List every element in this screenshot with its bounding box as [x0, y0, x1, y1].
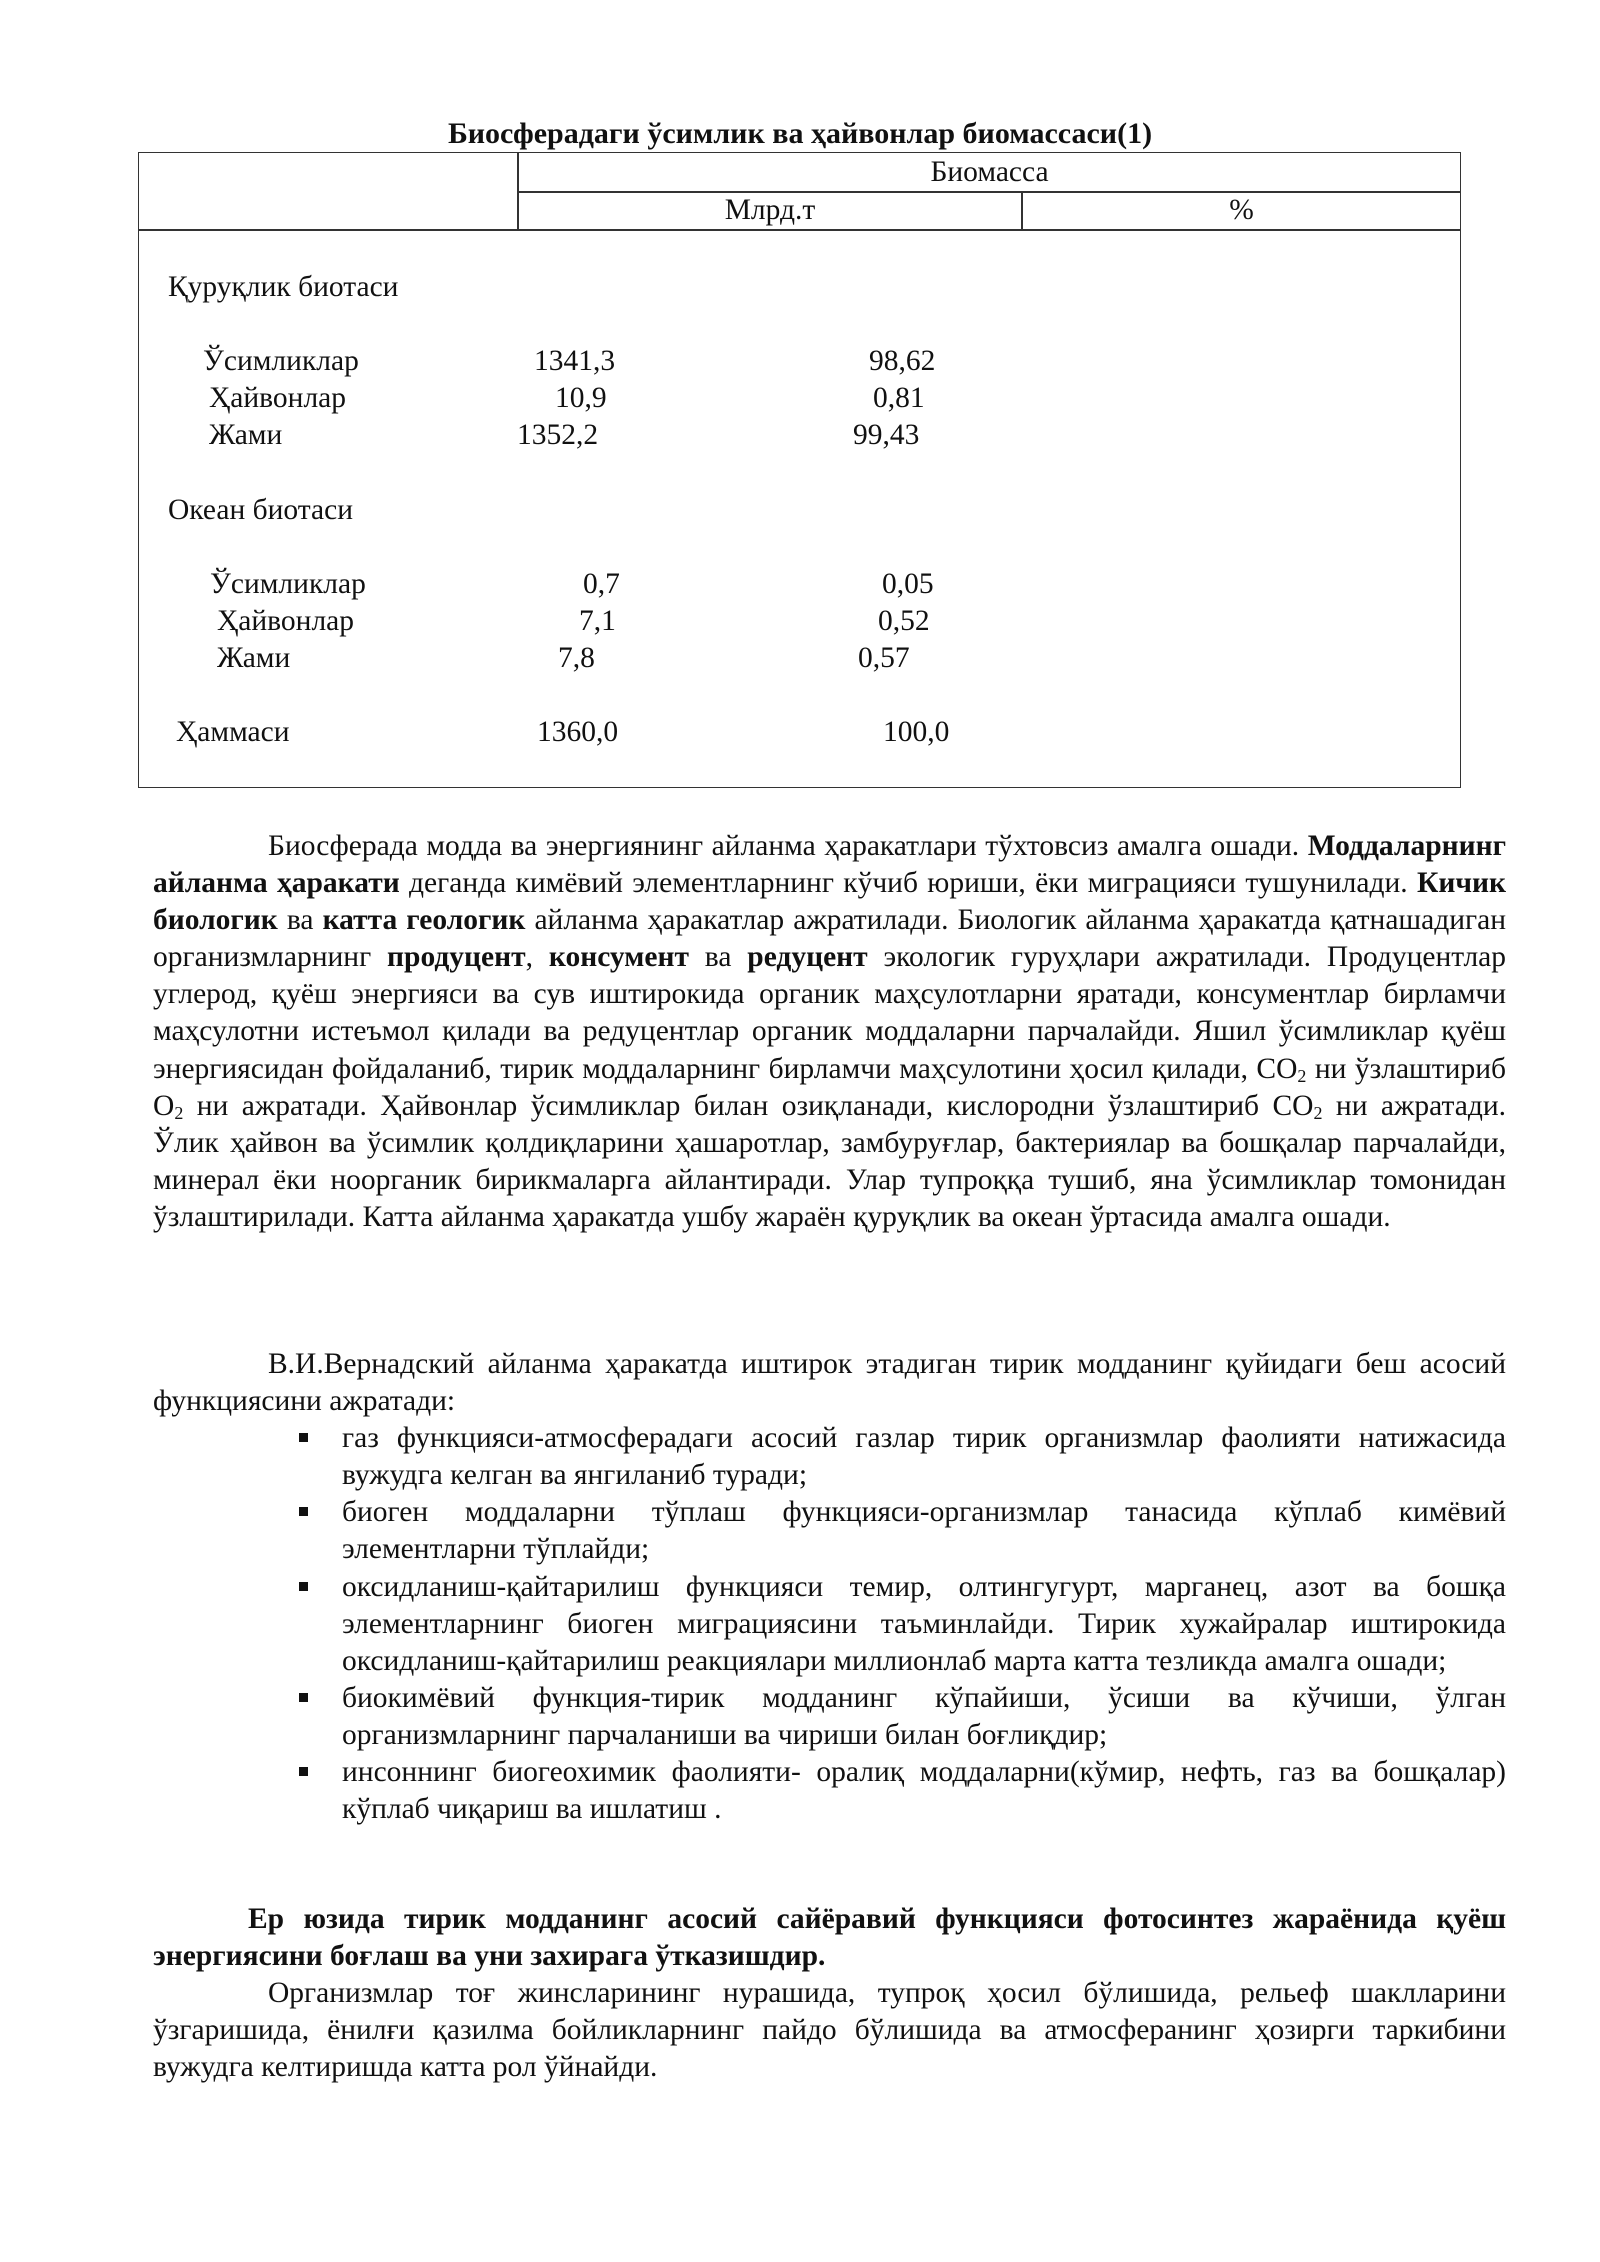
land-row-percent: 98,62 — [869, 345, 936, 377]
function-list — [153, 1420, 1506, 1828]
term-consumer: консумент — [548, 941, 689, 974]
para1-text: ва — [277, 904, 323, 937]
para1-text: айланма ҳаракатлар ажратилади. Биологик айланма ҳаракатда қатнашадиган организмларнинг — [153, 904, 1507, 974]
total-percent: 100,0 — [883, 716, 950, 748]
bullet-square-icon — [299, 1582, 308, 1591]
biomass-table — [138, 152, 1461, 788]
ocean-row-name: Ўсимликлар — [210, 568, 366, 600]
header-unit: Млрд.т — [724, 194, 816, 226]
list-item-text: биокимёвий функция-тирик модданинг кўпайиши, ўсиши ва кўчиши, ўлган организмларнинг парчаланиши ва чириши билан боғлиқдир; — [342, 1681, 1506, 1751]
land-row-value: 1341,3 — [534, 345, 616, 377]
subscript: 2 — [1313, 1102, 1323, 1123]
ocean-row-percent: 0,57 — [858, 642, 910, 674]
ocean-row-name: Ҳайвонлар — [217, 605, 355, 637]
paragraph-cycles — [153, 828, 1506, 1236]
total-name: Ҳаммаси — [176, 716, 290, 748]
subscript: 2 — [1297, 1065, 1307, 1086]
term-reducer: редуцент — [747, 941, 868, 974]
para1-text: ни ўзлаштириб O — [153, 1052, 1506, 1122]
ocean-row-value: 0,7 — [583, 568, 620, 600]
paragraph-vernadsky — [153, 1346, 1506, 1828]
ocean-row-percent: 0,52 — [878, 605, 930, 637]
header-biomass: Биомасса — [930, 156, 1049, 188]
para2-text: В.И.Вернадский айланма ҳаракатда иштирок этадиган тирик модданинг қуйидаги беш асосий функциясини ажратади: — [153, 1348, 1506, 1418]
list-item-text: биоген моддаларни тўплаш функцияси-организмлар танасида кўплаб кимёвий элементларни тўплайди; — [342, 1496, 1506, 1566]
land-row-name: Ўсимликлар — [203, 345, 359, 377]
term-small-biological: Кичик биологик — [153, 867, 1506, 937]
term-large-geological: катта геологик — [322, 904, 526, 937]
land-row-percent: 0,81 — [873, 382, 925, 414]
header-divider-2 — [139, 229, 1460, 231]
para3-text: Ер юзида тирик модданинг асосий сайёравий функцияси фотосинтез жараёнида қуёш энергиясини боғлаш ва уни захирага ўтказишдир. — [153, 1903, 1506, 1973]
para1-text: Биосферада модда ва энергиянинг айланма ҳаракатлари тўхтовсиз амалга ошади. — [268, 830, 1300, 862]
list-item — [153, 1569, 1506, 1680]
para1-text: ни ажратади. Ўлик ҳайвон ва ўсимлик қолдиқларини ҳашаротлар, замбуруғлар, бактериялар ва бошқалар парчалайди, минерал ёки ноорганик бирикмаларга айлантиради. Улар тупроққа тушиб, яна ўсимликлар томонидан ўзлаштирилади. Катта айланма ҳаракатда ушбу жараён қуруқлик ва океан ўртасида амалга ошади. — [153, 1089, 1506, 1233]
land-row-percent: 99,43 — [853, 419, 920, 451]
ocean-row-percent: 0,05 — [882, 568, 934, 600]
ocean-heading: Океан биотаси — [168, 494, 353, 526]
term-substance-cycle: Моддаларнинг айланма ҳаракати — [153, 830, 1506, 900]
bullet-square-icon — [299, 1693, 308, 1702]
para4-text: Организмлар тоғ жинсларининг нурашида, тупроқ ҳосил бўлишида, рельеф шаклларини ўзгаришида, ёнилғи қазилма бойликларнинг пайдо бўлишида ва атмосферанинг ҳозирги таркибини вужудга келтиришда катта рол ўйнайди. — [153, 1977, 1506, 2084]
land-row-value: 10,9 — [555, 382, 607, 414]
list-item — [153, 1494, 1506, 1568]
paragraph-photosynthesis — [153, 1901, 1506, 2086]
list-item — [153, 1420, 1506, 1494]
ocean-row-value: 7,8 — [558, 642, 595, 674]
para1-text: ва — [688, 941, 748, 974]
land-row-name: Ҳайвонлар — [209, 382, 347, 414]
land-row-name: Жами — [209, 419, 283, 451]
total-value: 1360,0 — [537, 716, 619, 748]
table-title: Биосферадаги ўсимлик ва ҳайвонлар биомассаси(1) — [447, 117, 1153, 150]
para1-text: , — [525, 941, 549, 974]
term-producer: продуцент — [387, 941, 526, 974]
list-item — [153, 1680, 1506, 1754]
list-item-text: газ функцияси-атмосферадаги асосий газлар тирик организмлар фаолияти натижасида вужудга келган ва янгиланиб туради; — [342, 1422, 1506, 1492]
bullet-square-icon — [299, 1433, 308, 1442]
ocean-row-name: Жами — [217, 642, 291, 674]
list-item-text: оксидланиш-қайтарилиш функцияси темир, олтингугурт, марганец, азот ва бошқа элементларнинг биоген миграциясини таъминлайди. Тирик хужайралар иштирокида оксидланиш-қайтарилиш реакциялари миллионлаб марта катта тезликда амалга ошади; — [342, 1570, 1506, 1677]
ocean-row-value: 7,1 — [579, 605, 616, 637]
list-item — [153, 1754, 1506, 1828]
subscript: 2 — [174, 1102, 184, 1123]
land-row-value: 1352,2 — [517, 419, 599, 451]
para1-text: экологик гуруҳлари ажратилади. Продуцентлар углерод, қуёш энергияси ва сув иштирокида органик маҳсулотларни яратади, консументлар бирламчи маҳсулотни истеъмол қилади ва редуцентлар органик моддаларни парчалайди. Яшил ўсимликлар қуёш энергиясидан фойдаланиб, тирик моддаларнинг бирламчи маҳсулотини ҳосил қилади, CO — [153, 941, 1507, 1085]
header-percent: % — [1229, 194, 1254, 226]
bullet-square-icon — [299, 1767, 308, 1776]
land-heading: Қуруқлик биотаси — [168, 271, 399, 303]
bullet-square-icon — [299, 1507, 308, 1516]
para1-text: деганда кимёвий элементларнинг кўчиб юриши, ёки миграцияси тушунилади. — [399, 867, 1417, 900]
list-item-text: инсоннинг биогеохимик фаолияти- оралиқ моддаларни(кўмир, нефть, газ ва бошқалар) кўплаб чиқариш ва ишлатиш . — [342, 1756, 1506, 1826]
para1-text: ни ажратади. Ҳайвонлар ўсимликлар билан озиқланади, кислородни ўзлаштириб CO — [183, 1089, 1314, 1122]
